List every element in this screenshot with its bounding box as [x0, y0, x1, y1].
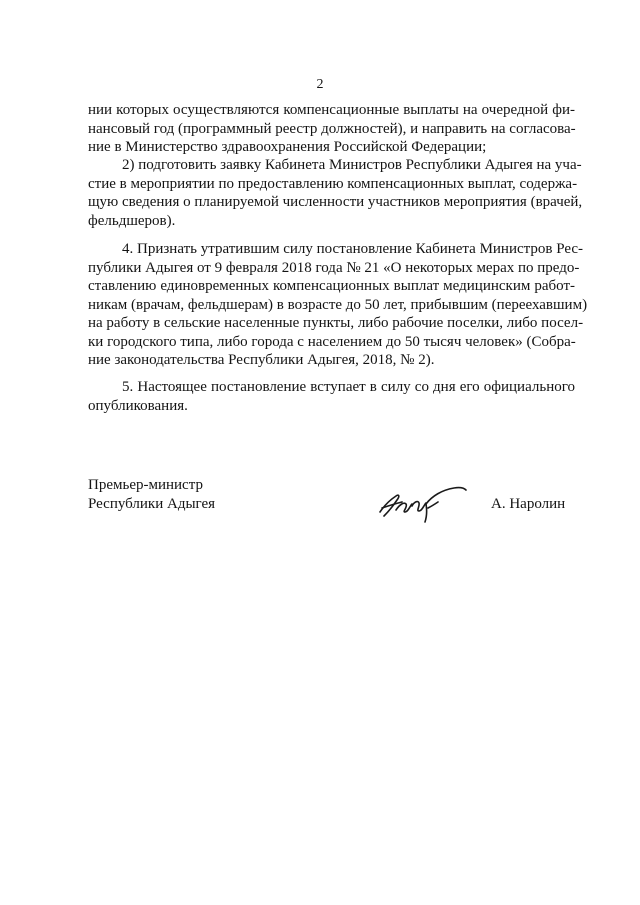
text-line: ставлению единовременных компенсационных выплат медицинским работ- [88, 278, 575, 294]
text-line: 5. Настоящее постановление вступает в силу со дня его официального [122, 379, 575, 395]
paragraph-continuation [88, 101, 575, 157]
text-line: 4. Признать утратившим силу постановление Кабинета Министров Рес- [122, 241, 584, 257]
text-line: фельдшеров). [88, 212, 176, 229]
text-line: 2) подготовить заявку Кабинета Министров Республики Адыгея на уча- [122, 157, 582, 173]
text-line: опубликования. [88, 397, 188, 414]
paragraph-item-4 [88, 240, 588, 370]
text-line: нансовый год (программный реестр должностей), и направить на согласова- [88, 120, 576, 137]
signature-strokes [380, 488, 466, 522]
text-line: на работу в сельские населенные пункты, либо рабочие поселки, либо посел- [88, 315, 584, 331]
text-line: ние законодательства Республики Адыгея, 2018, № 2). [88, 352, 435, 368]
text-line: никам (врачам, фельдшерам) в возрасте до 50 лет, прибывшим (переехавшим) [88, 296, 588, 313]
text-line: стие в мероприятии по предоставлению компенсационных выплат, содержа- [88, 175, 578, 192]
text-line: публики Адыгея от 9 февраля 2018 года № 21 «О некоторых мерах по предо- [88, 259, 580, 276]
paragraph-subitem-2 [88, 156, 583, 230]
text-line: щую сведения о планируемой численности участников мероприятия (врачей, [88, 194, 583, 210]
signer-title-line: Премьер-министр [88, 477, 203, 493]
handwritten-signature [372, 482, 472, 524]
signer-title [88, 476, 215, 513]
text-line: нии которых осуществляются компенсационные выплаты на очередной фи- [88, 102, 575, 118]
text-line: ки городского типа, либо города с населением до 50 тысяч человек» (Собра- [88, 333, 576, 350]
paragraph-item-5 [88, 378, 575, 415]
signer-title-line: Республики Адыгея [88, 495, 216, 512]
signer-name: А. Наролин [491, 496, 566, 512]
page-number: 2 [316, 77, 324, 92]
text-line: ние в Министерство здравоохранения Российской Федерации; [88, 139, 487, 155]
